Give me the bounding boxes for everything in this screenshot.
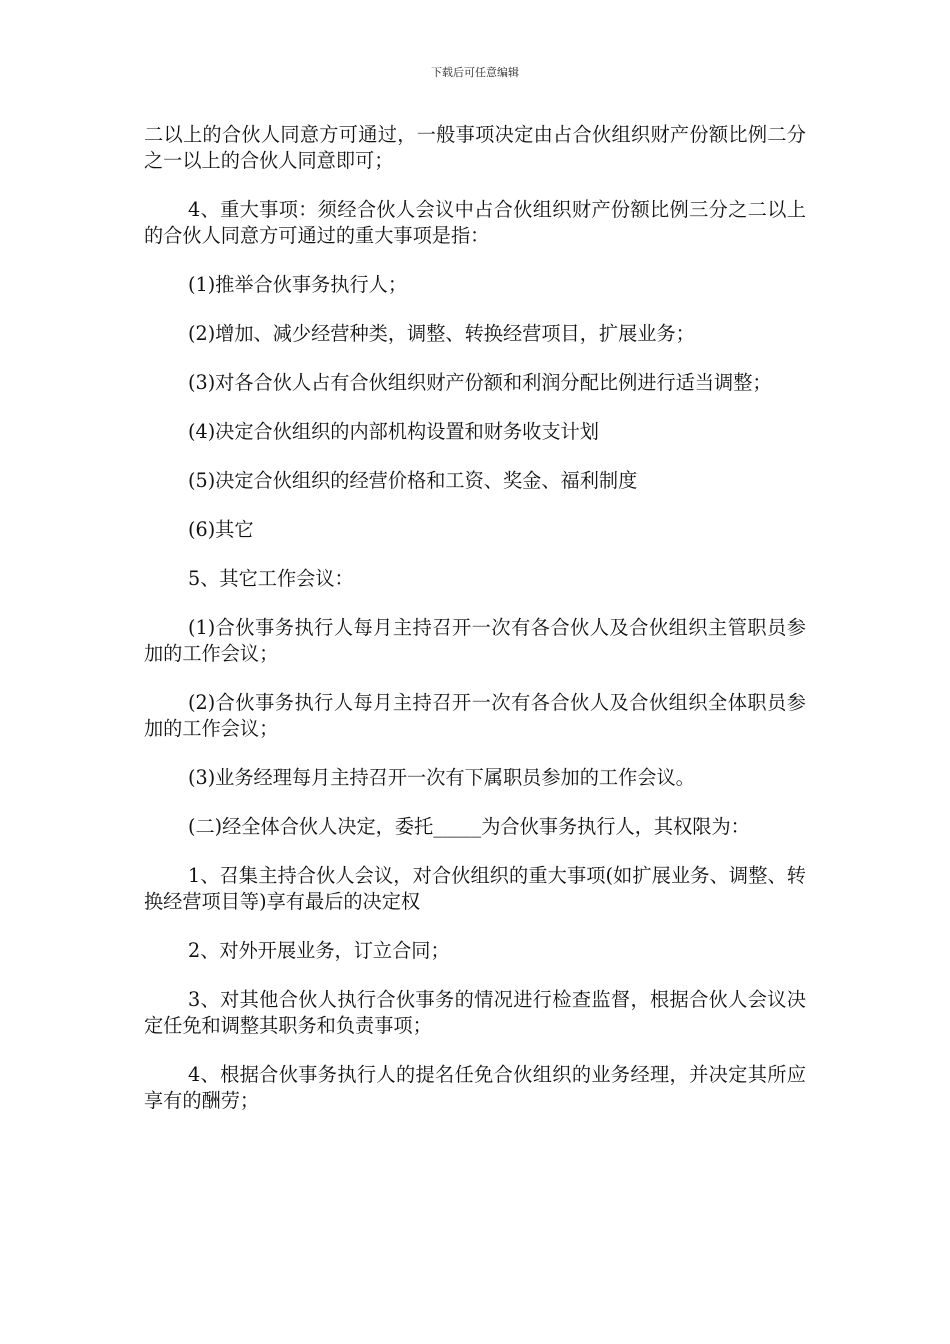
paragraph-3: (1)推举合伙事务执行人； [188, 273, 408, 296]
paragraph-13: (二)经全体合伙人决定，委托_____为合伙事务执行人，其权限为： [188, 815, 750, 838]
page-header: 下载后可任意编辑 [431, 66, 519, 79]
paragraph-11: (2)合伙事务执行人每月主持召开一次有各合伙人及合伙组织全体职员参加的工作会议； [144, 691, 806, 740]
paragraph-8: (6)其它 [188, 518, 254, 541]
paragraph-4: (2)增加、减少经营种类，调整、转换经营项目，扩展业务； [188, 322, 695, 345]
paragraph-5: (3)对各合伙人占有合伙组织财产份额和利润分配比例进行适当调整； [188, 371, 772, 394]
paragraph-14: 1、召集主持合伙人会议，对合伙组织的重大事项(如扩展业务、调整、转换经营项目等)享有最后的决定权 [144, 864, 806, 913]
document-body [144, 122, 806, 1137]
paragraph-10: (1)合伙事务执行人每月主持召开一次有各合伙人及合伙组织主管职员参加的工作会议； [144, 616, 806, 665]
paragraph-2: 4、重大事项：须经合伙人会议中占合伙组织财产份额比例三分之二以上的合伙人同意方可通过的重大事项是指： [144, 198, 806, 247]
paragraph-17: 4、根据合伙事务执行人的提名任免合伙组织的业务经理，并决定其所应享有的酬劳； [144, 1063, 806, 1112]
paragraph-7: (5)决定合伙组织的经营价格和工资、奖金、福利制度 [188, 469, 638, 492]
paragraph-15: 2、对外开展业务，订立合同； [188, 939, 450, 962]
paragraph-9: 5、其它工作会议： [188, 567, 354, 590]
paragraph-12: (3)业务经理每月主持召开一次有下属职员参加的工作会议。 [188, 766, 695, 789]
paragraph-6: (4)决定合伙组织的内部机构设置和财务收支计划 [188, 420, 599, 443]
paragraph-16: 3、对其他合伙人执行合伙事务的情况进行检查监督，根据合伙人会议决定任免和调整其职务和负责事项； [144, 988, 806, 1037]
paragraph-1: 二以上的合伙人同意方可通过，一般事项决定由占合伙组织财产份额比例二分之一以上的合伙人同意即可； [144, 123, 806, 172]
